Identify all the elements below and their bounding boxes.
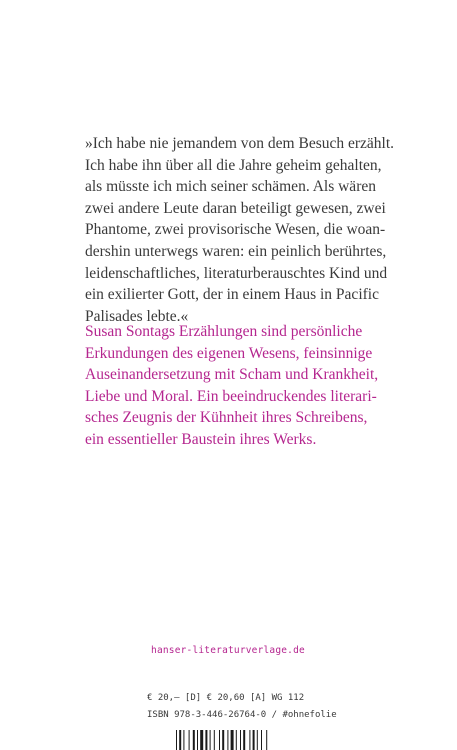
blurb-line: sches Zeugnis der Kühnheit ihres Schreibens, [85, 409, 368, 427]
barcode-bar [193, 730, 195, 750]
barcode-bar [261, 730, 262, 750]
quote-line: leidenschaftliches, literaturberauschtes Kind und [85, 264, 388, 282]
publisher-website: hanser-literaturverlage.de [151, 645, 305, 656]
blurb-line: Auseinandersetzung mit Scham und Krankheit, [85, 366, 379, 384]
barcode-bar [231, 730, 234, 750]
barcode-bar [236, 730, 237, 750]
barcode-bar [222, 730, 224, 750]
barcode-bar [227, 730, 228, 750]
barcode-bar [257, 730, 258, 750]
barcode-bar [240, 730, 241, 750]
quote-line: dershin unterwegs waren: ein peinlich berührtes, [85, 242, 387, 260]
barcode-bar [179, 730, 181, 750]
isbn-line: ISBN 978-3-446-26764-0 / #ohnefolie [147, 710, 337, 720]
barcode-bar [176, 730, 177, 750]
blurb-line: Liebe und Moral. Ein beeindruckendes literari- [85, 387, 377, 405]
quote-line: ein exilierter Gott, der in einem Haus in Pacific [85, 286, 379, 304]
price-line: € 20,– [D] € 20,60 [A] WG 112 [147, 693, 305, 703]
barcode-icon [176, 730, 288, 750]
quote-line: Palisades lebte.« [85, 307, 189, 325]
quote-line: als müsste ich mich seiner schämen. Als wären [85, 178, 376, 196]
barcode-bar [214, 730, 215, 750]
barcode-bar [183, 730, 184, 750]
blurb-line: Erkundungen des eigenen Wesens, feinsinnige [85, 344, 373, 362]
barcode-bar [189, 730, 190, 750]
blurb-line: Susan Sontags Erzählungen sind persönliche [85, 323, 363, 340]
barcode-bar [197, 730, 198, 750]
quote-line: Ich habe ihn über all die Jahre geheim gehalten, [85, 156, 382, 174]
quote-line: »Ich habe nie jemandem von dem Besuch erzählt. [85, 135, 395, 152]
barcode-bar [205, 730, 207, 750]
barcode-bar [266, 730, 267, 750]
quote-excerpt [85, 133, 405, 327]
book-description [85, 321, 405, 451]
barcode-bar [200, 730, 203, 750]
barcode-bar [249, 730, 250, 750]
blurb-line: ein essentieller Baustein ihres Werks. [85, 430, 317, 448]
barcode-bar [243, 730, 245, 750]
barcode-bar [219, 730, 220, 750]
barcode-bar [210, 730, 211, 750]
quote-line: Phantome, zwei provisorische Wesen, die woan- [85, 221, 386, 239]
quote-line: zwei andere Leute daran beteiligt gewesen, zwei [85, 199, 386, 217]
barcode-bar [253, 730, 255, 750]
